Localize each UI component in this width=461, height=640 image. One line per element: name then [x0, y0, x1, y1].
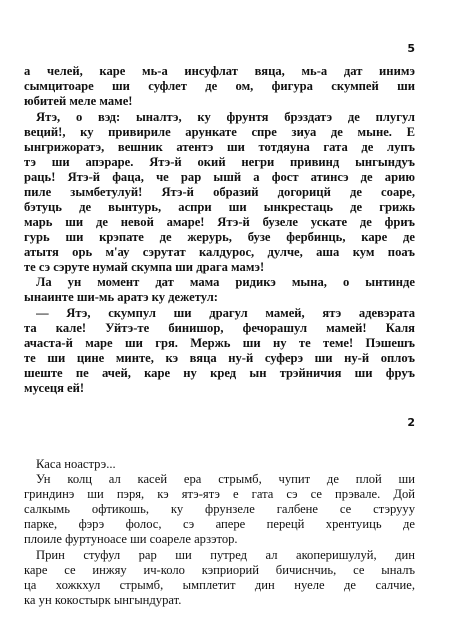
text-line: та кале! Уйтэ-те бинишор, фечорашул мамейǃ Каля: [24, 321, 415, 335]
text-line: тэ ши апэраре. Ятэ-й окий негри привинд ынгындуъ: [24, 155, 415, 169]
text-line: салкымь офтикошь, ку фрунзеле галбене се стэрууy: [24, 502, 415, 516]
text-line: сымцитоаре ши суфлет де ом, фигура скумпей ши: [24, 79, 415, 93]
text-line: Каса ноастрэ...: [36, 457, 116, 471]
text-line: мусеця ейǃ: [24, 381, 85, 395]
text-line: те ши цине минте, кэ вяца ну-й суферэ ши ну-й оплоъ: [24, 351, 415, 365]
text-line: атытя орь м'ау сэрутат калдурос, дулче, аша кум поаъ: [24, 245, 415, 259]
page-number: 5: [407, 42, 415, 55]
text-line: гурь ши крэпате де жерурь, бузе фербинць, каре де: [24, 230, 415, 244]
text-line: гриндинэ ши пэря, кэ ятэ-ятэ е гата сэ се прэвале. Дой: [24, 487, 415, 501]
text-line: Прин стуфул рар ши путред ал акоперишулуй, дин: [36, 548, 415, 562]
text-line: юбитей меле мамеǃ: [24, 94, 133, 108]
text-line: марь ши де невой амареǃ Ятэ-й бузеле ускате де фриъ: [24, 215, 415, 229]
section-number: 2: [407, 416, 415, 429]
text-line: ачаста-й маре ши гря. Мержь ши ну те темеǃ Пэшешъ: [24, 336, 415, 350]
text-line: ца хожкхул стрымб, ымплетит дин нуеле де салчие,: [24, 578, 415, 592]
text-line: каре се инжяу ич-коло кэприорий бичиснчиь, се ыналъ: [24, 563, 415, 577]
text-line: Ятэ, о вэд: ыналтэ, ку фрунтя брэздатэ де плугул: [36, 110, 415, 124]
text-line: бэтуць де вынтурь, аспри ши ынкрестаць де грижь: [24, 200, 415, 214]
text-line: плоиле фуртуноасе ши соареле арзэтор.: [24, 532, 238, 546]
text-line: Ла ун момент дат мама ридикэ мына, о ынтинде: [36, 275, 415, 289]
text-line: ынгрижоратэ, вешник атентэ ши тотдяуна гата де лупъ: [24, 140, 415, 154]
text-line: Ун колц ал касей ера стрымб, чупит де плой ши: [36, 472, 415, 486]
text-line: ка ун кокостырк ынгындурат.: [24, 593, 182, 607]
text-line: ынаинте ши-мь аратэ ку дежетул:: [24, 290, 218, 304]
text-line: рацьǃ Ятэ-й фаца, че рар ышй а фост атинсэ де арию: [24, 170, 415, 184]
text-line: парке, фэрэ фолос, сэ апере перецй хрентуиць де: [24, 517, 415, 531]
text-line: вецийǃ, ку привириле арункате спре зиуа де мыне. Е: [24, 125, 415, 139]
text-line: те сэ сэруте нумай скумпа ши драга мамэǃ: [24, 260, 265, 274]
text-line: пиле зымбетулуйǃ Ятэ-й образий догорицй де соаре,: [24, 185, 415, 199]
text-line: шеште пе ачей, каре ну кред ын трэйничия ши фруъ: [24, 366, 415, 380]
text-line: — Ятэ, скумпул ши драгул мамей, ятэ адевэрата: [36, 306, 415, 320]
text-line: а челей, каре мь-а инсуфлат вяца, мь-а дат инимэ: [24, 64, 415, 78]
